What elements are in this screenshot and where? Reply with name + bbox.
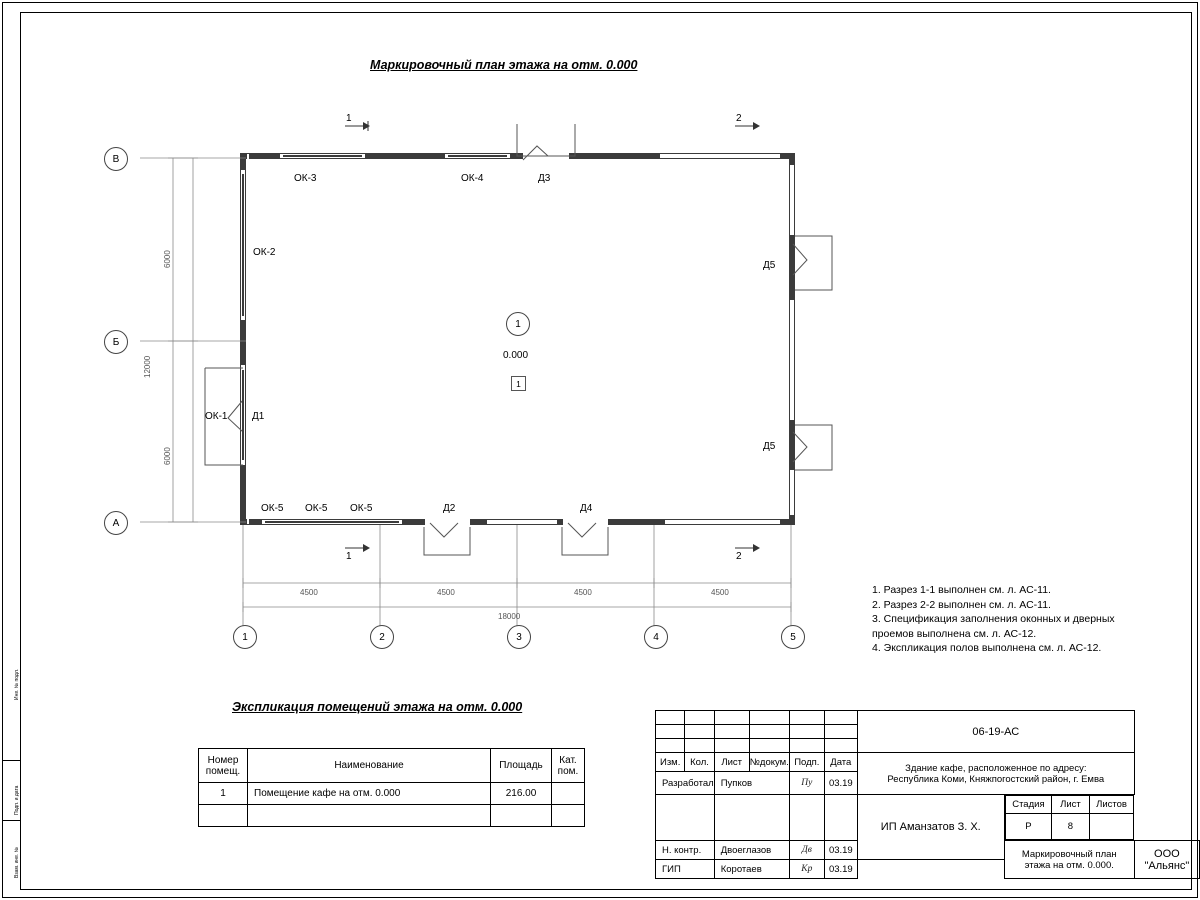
col-header-area-text: Площадь [499, 760, 543, 771]
cell-number-empty [199, 805, 248, 827]
axis-bubble-h-5: 5 [781, 625, 805, 649]
stamp-name-gip: Коротаев [714, 860, 789, 879]
stamp-blank3-c3 [714, 739, 749, 753]
stamp-company: ООО "Альянс" [1144, 847, 1190, 872]
stamp-name-empty [714, 795, 789, 841]
col-header-category-text: Кат. пом. [557, 754, 579, 777]
opening-right-gap-3 [790, 470, 794, 515]
axis-bubble-h-3: 3 [507, 625, 531, 649]
opening-d2-gap [425, 517, 470, 527]
left-strip-label-3: Взам. инв. № [14, 847, 20, 878]
stamp-blank2-c3 [714, 725, 749, 739]
stamp-code-cell [857, 711, 1134, 753]
stamp-col-ndok: №докум. [749, 753, 789, 772]
explication-table [198, 748, 585, 827]
stamp-col-data: Дата [824, 753, 857, 772]
stamp-drawing-name-line1: Маркировочный план [1021, 848, 1117, 860]
left-strip-divider-1 [2, 760, 20, 761]
opening-bottom-gap-2 [665, 520, 780, 524]
stamp-sign-controller: Дв [789, 841, 824, 860]
opening-ok4-gap [445, 154, 510, 158]
stamp-blank2-c6 [824, 725, 857, 739]
opening-d4-gap [563, 517, 608, 527]
cell-category-empty [552, 805, 585, 827]
stamp-blank-c4 [749, 711, 789, 725]
axis-bubble-v-3: А [104, 511, 128, 535]
note-3b: проемов выполнена см. л. АС-12. [872, 627, 1037, 640]
note-4: 4. Экспликация полов выполнена см. л. АС-12. [872, 642, 1102, 654]
opening-top-right-gap [660, 154, 780, 158]
cell-name-empty [248, 805, 491, 827]
dim-h-18000: 18000 [498, 612, 521, 621]
stamp-date-empty [824, 795, 857, 841]
axis-bubble-h-4: 4 [644, 625, 668, 649]
stamp-blank-c3 [714, 711, 749, 725]
table-header-row [199, 749, 585, 783]
opening-label-ok5-2: ОК-5 [305, 503, 328, 514]
opening-label-d5-lower: Д5 [763, 441, 776, 452]
section-mark-top-right: 2 [736, 113, 742, 124]
stamp-col-list: Лист [714, 753, 749, 772]
opening-label-ok3: ОК-3 [294, 173, 317, 184]
opening-label-ok4: ОК-4 [461, 173, 484, 184]
wall-left-gap-upper [246, 160, 247, 320]
stamp-blank3-c4 [749, 739, 789, 753]
room-number-marker: 1 [506, 312, 530, 336]
stamp-date-gip: 03.19 [824, 860, 857, 879]
stamp-role-developer: Разработал [656, 772, 715, 795]
dim-vertical-12000: 12000 [143, 355, 152, 378]
dim-h-4500-3: 4500 [574, 588, 592, 597]
stamp-code: 06-19-АС [972, 725, 1020, 738]
stamp-blank3-c6 [824, 739, 857, 753]
dim-h-4500-2: 4500 [437, 588, 455, 597]
opening-label-d5-upper: Д5 [763, 260, 776, 271]
opening-right-gap-1 [790, 165, 794, 235]
stamp-role-empty [656, 795, 715, 841]
plan-title: Маркировочный план этажа на отм. 0.000 [370, 58, 638, 72]
stamp-name-controller: Двоеглазов [714, 841, 789, 860]
cell-name: Помещение кафе на отм. 0.000 [248, 783, 491, 805]
stamp-sign-empty [789, 795, 824, 841]
stamp-header-sheets: Листов [1089, 796, 1133, 814]
stamp-date-developer: 03.19 [824, 772, 857, 795]
stamp-blank2-c5 [789, 725, 824, 739]
left-strip-label-2: Подп. и дата [14, 785, 20, 815]
stamp-drawing-name-cell [1004, 841, 1134, 879]
stamp-blank2-c1 [656, 725, 685, 739]
stamp-stage-sheet-headers [1004, 795, 1134, 841]
dim-vertical-6000-lower: 6000 [163, 447, 172, 465]
stamp-value-sheet: 8 [1052, 814, 1090, 840]
stamp-date-controller: 03.19 [824, 841, 857, 860]
axis-bubble-h-2: 2 [370, 625, 394, 649]
axis-bubble-h-1: 1 [233, 625, 257, 649]
note-3: 3. Спецификация заполнения оконных и дверных [872, 613, 1115, 625]
stamp-role-controller: Н. контр. [656, 841, 715, 860]
stamp-customer: ИП Аманзатов З. Х. [880, 821, 981, 833]
stamp-blank-c1 [656, 711, 685, 725]
stamp-sign-gip: Кр [789, 860, 824, 879]
stamp-header-stage: Стадия [1005, 796, 1051, 814]
axis-bubble-v-2: Б [104, 330, 128, 354]
stamp-blank3-c1 [656, 739, 685, 753]
stamp-columns-row [656, 753, 1200, 772]
cell-category [552, 783, 585, 805]
stamp-col-kol: Кол. [685, 753, 714, 772]
cell-number: 1 [199, 783, 248, 805]
stamp-blank-row [656, 711, 1200, 725]
stamp-object-cell [857, 753, 1134, 795]
col-header-name-text: Наименование [334, 760, 404, 771]
stamp-name-developer: Пупков [714, 772, 789, 795]
opening-label-ok5-3: ОК-5 [350, 503, 373, 514]
stamp-value-stage: Р [1005, 814, 1051, 840]
col-header-number-text: Номер помещ. [205, 754, 241, 777]
opening-label-d4: Д4 [580, 503, 593, 514]
left-strip-divider-2 [2, 820, 20, 821]
col-header-area [491, 749, 552, 783]
note-2: 2. Разрез 2-2 выполнен см. л. АС-11. [872, 598, 1051, 611]
opening-label-ok1: ОК-1 [205, 411, 228, 422]
stamp-value-sheets [1089, 814, 1133, 840]
stamp-role-row [656, 795, 1200, 841]
stamp-col-podp: Подп. [789, 753, 824, 772]
notes-block [872, 583, 1192, 656]
col-header-category [552, 749, 585, 783]
opening-label-d1: Д1 [252, 411, 265, 422]
opening-ok3-gap [280, 154, 365, 158]
axis-bubble-v-1: В [104, 147, 128, 171]
cell-area: 216.00 [491, 783, 552, 805]
note-1: 1. Разрез 1-1 выполнен см. л. АС-11. [872, 584, 1051, 596]
opening-ok5-group-gap [262, 520, 402, 524]
stamp-blank-c2 [685, 711, 714, 725]
stamp-drawing-name-line2: этажа на отм. 0.000. [1024, 859, 1114, 871]
stamp-blank3-c2 [685, 739, 714, 753]
section-mark-top-left: 1 [346, 113, 352, 124]
room-level-label: 0.000 [503, 350, 529, 361]
opening-bottom-gap-1 [487, 520, 557, 524]
floor-type-marker: 1 [511, 376, 526, 391]
stamp-header-sheet: Лист [1052, 796, 1090, 814]
stamp-blank2-c2 [685, 725, 714, 739]
dim-h-4500-4: 4500 [711, 588, 729, 597]
table-row [199, 783, 585, 805]
stamp-object-line2: Республика Коми, Княжпогостский район, г. Емва [887, 773, 1105, 785]
stamp-blank3-c5 [789, 739, 824, 753]
table-row [199, 805, 585, 827]
opening-ok1-gap [241, 365, 245, 465]
stamp-customer-cell [857, 795, 1004, 860]
dim-h-4500-1: 4500 [300, 588, 318, 597]
stamp-blank-c6 [824, 711, 857, 725]
stamp-company-cell [1134, 841, 1199, 879]
wall-left-inner-line [247, 154, 249, 524]
opening-label-ok5-1: ОК-5 [261, 503, 284, 514]
title-block [655, 710, 1200, 879]
section-mark-bottom-right: 2 [736, 551, 742, 562]
stamp-object-line1: Здание кафе, расположенное по адресу: [905, 762, 1087, 774]
explication-title: Экспликация помещений этажа на отм. 0.000 [232, 700, 523, 714]
stamp-blank-c5 [789, 711, 824, 725]
opening-ok2-gap [241, 170, 245, 320]
left-strip-label-1: Инв. № подл. [14, 668, 20, 700]
opening-label-ok2: ОК-2 [253, 247, 276, 258]
stamp-col-izm: Изм. [656, 753, 685, 772]
stamp-blank2-c4 [749, 725, 789, 739]
stamp-role-gip: ГИП [656, 860, 715, 879]
opening-label-d3: Д3 [538, 173, 551, 184]
cell-area-empty [491, 805, 552, 827]
opening-d3-gap [523, 151, 569, 161]
left-margin-strip [2, 12, 21, 888]
opening-right-gap-2 [790, 300, 794, 420]
opening-label-d2: Д2 [443, 503, 456, 514]
stamp-sign-developer: Пу [789, 772, 824, 795]
section-mark-bottom-left: 1 [346, 551, 352, 562]
dim-vertical-6000-upper: 6000 [163, 250, 172, 268]
col-header-name [248, 749, 491, 783]
col-header-number [199, 749, 248, 783]
